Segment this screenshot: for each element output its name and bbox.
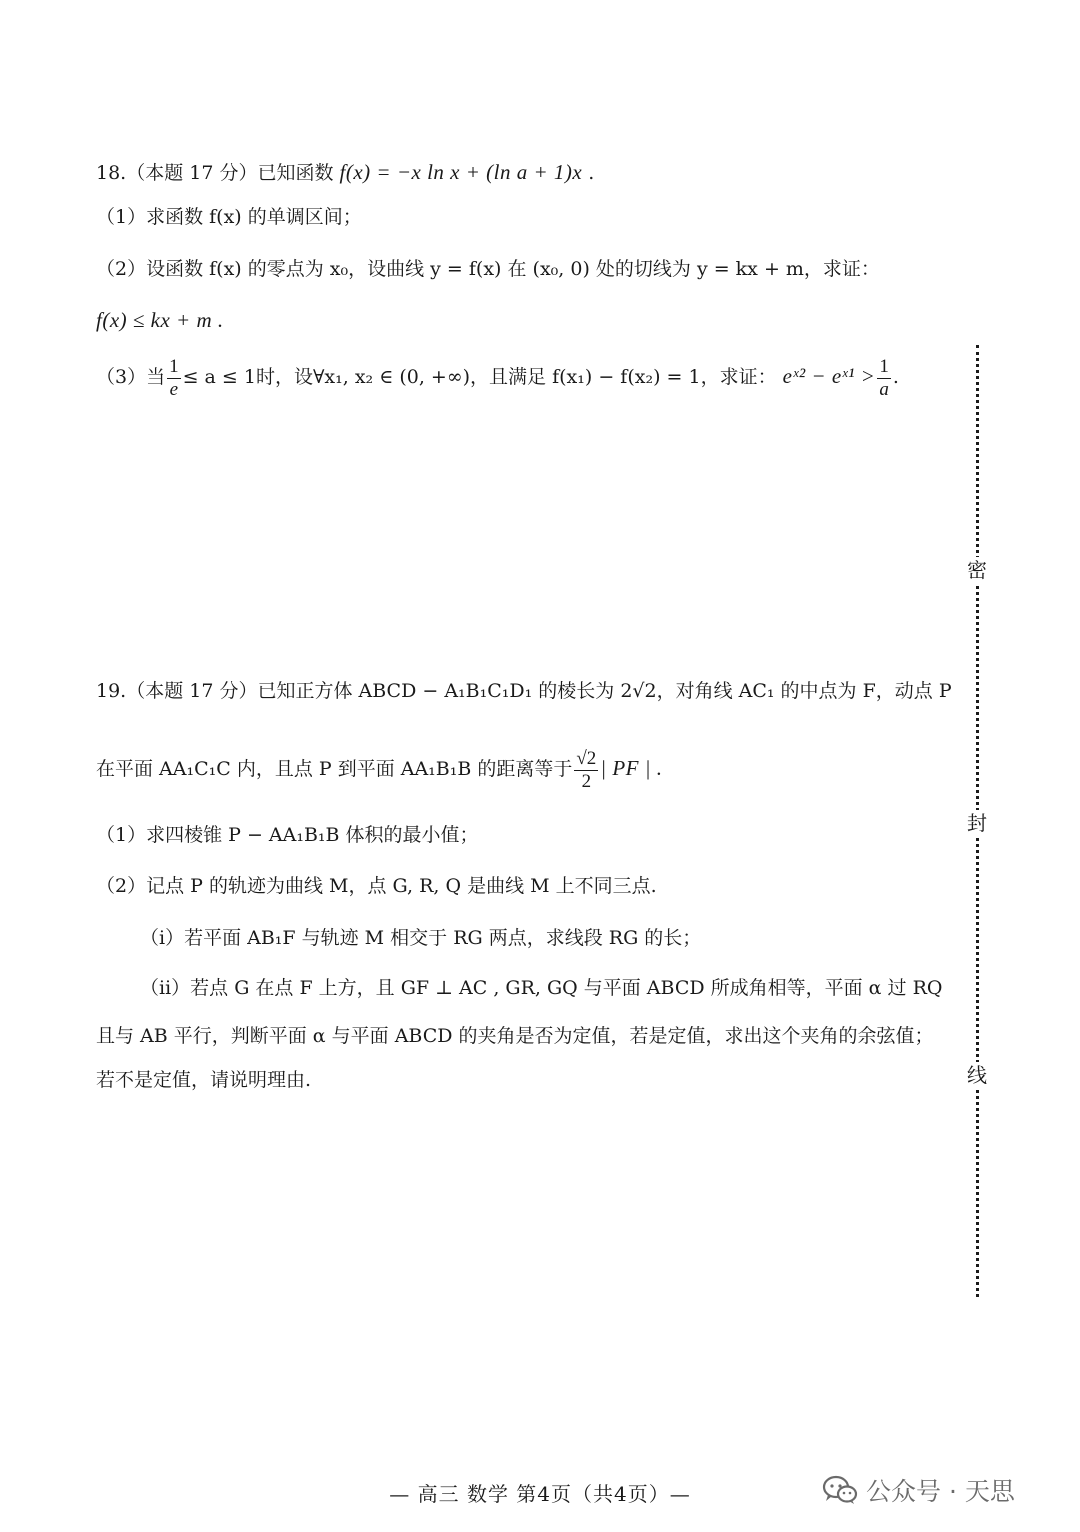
- q18-part2-line1: （2）设函数 f(x) 的零点为 x₀，设曲线 y = f(x) 在 (x₀, 0) 处的切线为 y = kx + m，求证：: [96, 258, 880, 280]
- q18-part3-lead: （3）当: [96, 366, 166, 388]
- q19-line2-frac: [574, 748, 598, 793]
- q19-line1: 19.（本题 17 分）已知正方体 ABCD − A₁B₁C₁D₁ 的棱长为 2√2，对角线 AC₁ 的中点为 F，动点 P: [96, 680, 952, 702]
- q18-frac-den: e: [169, 378, 179, 400]
- q18-header-end: .: [588, 162, 595, 184]
- seal-char-feng: 封: [967, 811, 987, 835]
- q19-part2-ii-line3: 若不是定值，请说明理由.: [96, 1069, 312, 1091]
- q18-frac2-den: a: [879, 378, 889, 400]
- seal-char-xian: 线: [967, 1063, 987, 1087]
- q18-part2-line2: [96, 306, 224, 335]
- q18-frac-num: 1: [169, 355, 179, 377]
- q18-part3-frac2: [877, 356, 891, 401]
- q18-frac2-num: 1: [879, 355, 889, 377]
- q18-part1: （1）求函数 f(x) 的单调区间；: [96, 206, 362, 228]
- q19-line2: [96, 744, 663, 793]
- q18-part3-frac: [167, 356, 181, 401]
- page-footer: — 高三 数学 第4页（共4页）—: [389, 1482, 691, 1506]
- q19-frac-num: √2: [576, 747, 597, 769]
- wechat-icon: [822, 1475, 858, 1505]
- q18-header-text: 18.（本题 17 分）已知函数: [96, 162, 334, 184]
- q18-part2-inequality: f(x) ≤ kx + m .: [96, 308, 224, 332]
- q19-line2-pf: | PF | .: [600, 756, 663, 780]
- q18-part3: [96, 354, 899, 401]
- q19-part2-i: （ⅰ）若平面 AB₁F 与轨迹 M 相交于 RG 两点，求线段 RG 的长；: [140, 927, 702, 949]
- watermark: [822, 1472, 1015, 1508]
- q18-part3-conclusion: eˣ² − eˣ¹ >: [782, 364, 876, 388]
- q19-part2-ii-line2: 且与 AB 平行，判断平面 α 与平面 ABCD 的夹角是否为定值，若是定值，求出这个夹角的余弦值；: [96, 1025, 934, 1047]
- q19-part2-ii-line1: （ⅱ）若点 G 在点 F 上方，且 GF ⊥ AC , GR, GQ 与平面 ABCD 所成角相等，平面 α 过 RQ: [140, 977, 943, 999]
- q19-line2-text: 在平面 AA₁C₁C 内，且点 P 到平面 AA₁B₁B 的距离等于: [96, 758, 573, 780]
- q18-part3-body: ≤ a ≤ 1时，设∀x₁, x₂ ∈ (0, +∞)，且满足 f(x₁) − f(x₂) = 1，求证：: [182, 366, 777, 388]
- q18-header: [96, 158, 594, 187]
- q18-function: f(x) = −x ln x + (ln a + 1)x: [339, 160, 583, 184]
- seal-char-mi: 密: [967, 558, 987, 582]
- q19-part2: （2）记点 P 的轨迹为曲线 M，点 G, R, Q 是曲线 M 上不同三点.: [96, 875, 657, 897]
- q19-part1: （1）求四棱锥 P − AA₁B₁B 体积的最小值；: [96, 824, 479, 846]
- q18-part3-end: .: [892, 366, 899, 388]
- watermark-text: 公众号 · 天思: [866, 1477, 1015, 1506]
- q19-frac-den: 2: [581, 770, 592, 792]
